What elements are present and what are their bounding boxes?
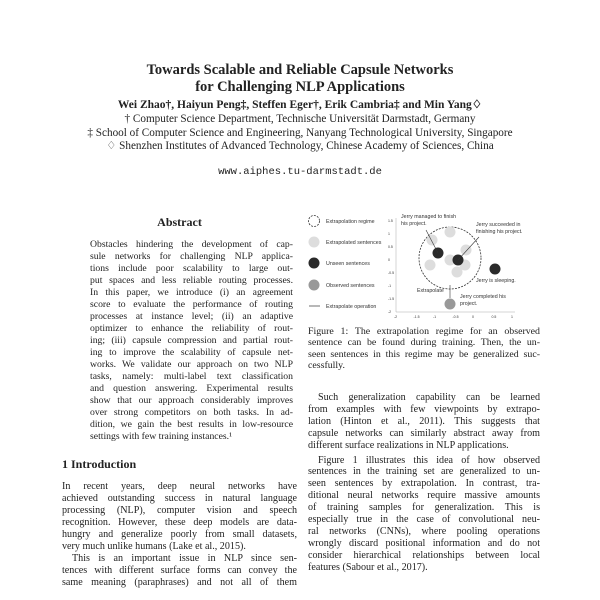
figure-caption [308,326,540,372]
title-line: Towards Scalable and Reliable Capsule Networks [146,62,454,78]
annotation: Jerry completed his [460,294,506,300]
paper-title [0,62,600,96]
section-heading-introduction: 1 Introduction [62,457,137,471]
y-tick-label: -2 [388,310,392,314]
text-line: sentences in the training set are generalized to un- [308,466,540,478]
annotation: finishing his project. [476,229,523,235]
affiliation: † Computer Science Department, Technische Universität Darmstadt, Germany [124,113,476,125]
text-line: features (Sabour et al., 2017). [308,561,428,573]
right-column-text [308,392,540,574]
legend-label: Extrapolated sentences [326,240,382,246]
text-line: sule networks for challenging NLP applica- [90,251,293,262]
text-line: settings with few training instances.¹ [90,431,233,442]
text-line: very much unlike humans (Lake et al., 2015). [62,541,246,552]
legend-label: Unseen sentences [326,261,370,267]
text-line: ral networks (CNNs), where pooling operations [308,525,540,537]
text-line: ing; (iii) capsule compression and partial rout- [90,335,293,346]
annotation: his project. [401,221,427,227]
x-tick-label: 1 [511,315,513,319]
text-line: In recent years, deep neural networks have [62,481,297,492]
text-line: Such generalization capability can be learned [318,392,540,403]
x-tick-label: -2 [394,315,398,319]
text-line: over strong competitors on both tasks. In ad- [90,407,293,418]
text-line: same meaning (paraphrases) and not all of them [62,577,297,588]
text-line: ing to improve the scalability of capsule net- [90,347,293,358]
affiliation: ‡ School of Computer Science and Engineering, Nanyang Technological University, Singapore [87,126,513,139]
text-line: tions include poor scalability to large out- [90,263,293,274]
text-line: optimizer to enhance the reliability of rout- [90,323,293,334]
x-tick-label: 0 [472,315,474,319]
annotation: project. [460,301,478,307]
x-tick-label: -1.5 [413,315,420,319]
text-line: Figure 1: The extrapolation regime for an observed [308,326,540,337]
text-line: dition, we gain the best results in low-resource [90,419,293,430]
text-line: score to evaluate the performance of routing [90,299,293,310]
text-line: recognition. However, these deep models are data- [62,517,297,528]
text-line: cessfully. [308,360,345,372]
legend [309,216,382,311]
y-tick-label: 1 [388,232,390,236]
text-line: seen sentences in this regime may be generalized suc- [308,348,540,360]
text-line: tences with different surface forms can convey the [62,565,297,576]
x-tick-label: -0.5 [452,315,459,319]
text-line: hungry and generalize poorly from small datasets, [62,529,297,540]
figure-1 [300,200,545,325]
y-tick-label: -0.5 [388,271,395,275]
text-line: Obstacles hindering the development of cap- [90,239,293,250]
text-line: works. We validate our approach on two NLP [90,359,293,370]
x-tick-label: 0.5 [491,315,497,319]
y-tick-label: -1 [388,284,392,288]
observed-legend-icon [309,280,320,291]
abstract-heading: Abstract [157,215,202,229]
url-link[interactable]: www.aiphes.tu-darmstadt.de [218,166,382,178]
extrapolated-legend-icon [309,237,320,248]
text-line: put spaces and less reliable routing processes. [90,275,293,286]
affiliation: ♢ Shenzhen Institutes of Advanced Technology, Chinese Academy of Sciences, China [106,140,494,152]
y-tick-label: -1.5 [388,297,395,301]
text-line: processing (NLP), computer vision and speech [62,505,297,516]
text-line: different surface realizations in NLP applications. [308,439,509,451]
annotation: Jerry succeeded in [476,222,521,228]
authors: Wei Zhao†, Haiyun Peng‡, Steffen Eger†, Erik Cambria‡ and Min Yang♢ [117,99,483,111]
text-line: from examples with few viewpoints by extrapo- [308,403,540,415]
regime-legend-icon [309,216,320,227]
text-line: of training samples for generalization. This is [308,502,540,514]
x-tick-label: -1 [433,315,437,319]
text-line: seen sentences by extrapolation. In contrast, tra- [308,478,540,490]
text-line: wrongly discard positional information and do not [308,537,540,549]
affiliations [0,113,600,154]
text-line: especially true in the case of convolutional neu- [308,514,540,526]
text-line: In this paper, we introduce (i) an agreement [90,287,293,298]
text-line: consider hierarchical relationships between local [308,549,540,561]
text-line: lation (Hinton et al., 2011). This suggests that [308,415,540,427]
text-line: ditional neural networks require massive amounts [308,490,540,502]
annotation: Extrapolate [417,288,444,294]
unseen-legend-icon [309,258,320,269]
y-tick-label: 0.5 [388,245,393,249]
abstract-text [90,239,293,443]
text-line: achieved outstanding success in natural language [62,493,297,504]
legend-label: Extrapolation regime [326,219,375,225]
text-line: processes at instance level; (ii) an adaptive [90,311,293,322]
title-line: for Challenging NLP Applications [195,79,405,95]
observed-sentence [445,299,456,310]
y-tick-label: 1.5 [388,219,393,223]
text-line: Figure 1 illustrates this idea of how observed [318,454,540,466]
text-line: capsule networks can similarly abstract away from [308,427,540,439]
y-tick-label: 0 [388,258,390,262]
legend-label: Extrapolate operation [326,304,377,310]
legend-label: Observed sentences [326,283,375,289]
text-line: This is an important issue in NLP since sen- [72,553,297,564]
annotation: Jerry is sleeping. [476,278,516,284]
text-line: sentence can be found during training. Then, the un- [308,337,540,349]
extrapolated-sentences [425,227,472,278]
text-line: and question answering. Experimental results [90,383,293,394]
introduction-text [62,481,297,589]
text-line: show that our approach considerably improves [90,395,293,406]
annotation: Jerry managed to finish [401,214,457,220]
text-line: tasks, namely: multi-label text classification [90,371,293,382]
